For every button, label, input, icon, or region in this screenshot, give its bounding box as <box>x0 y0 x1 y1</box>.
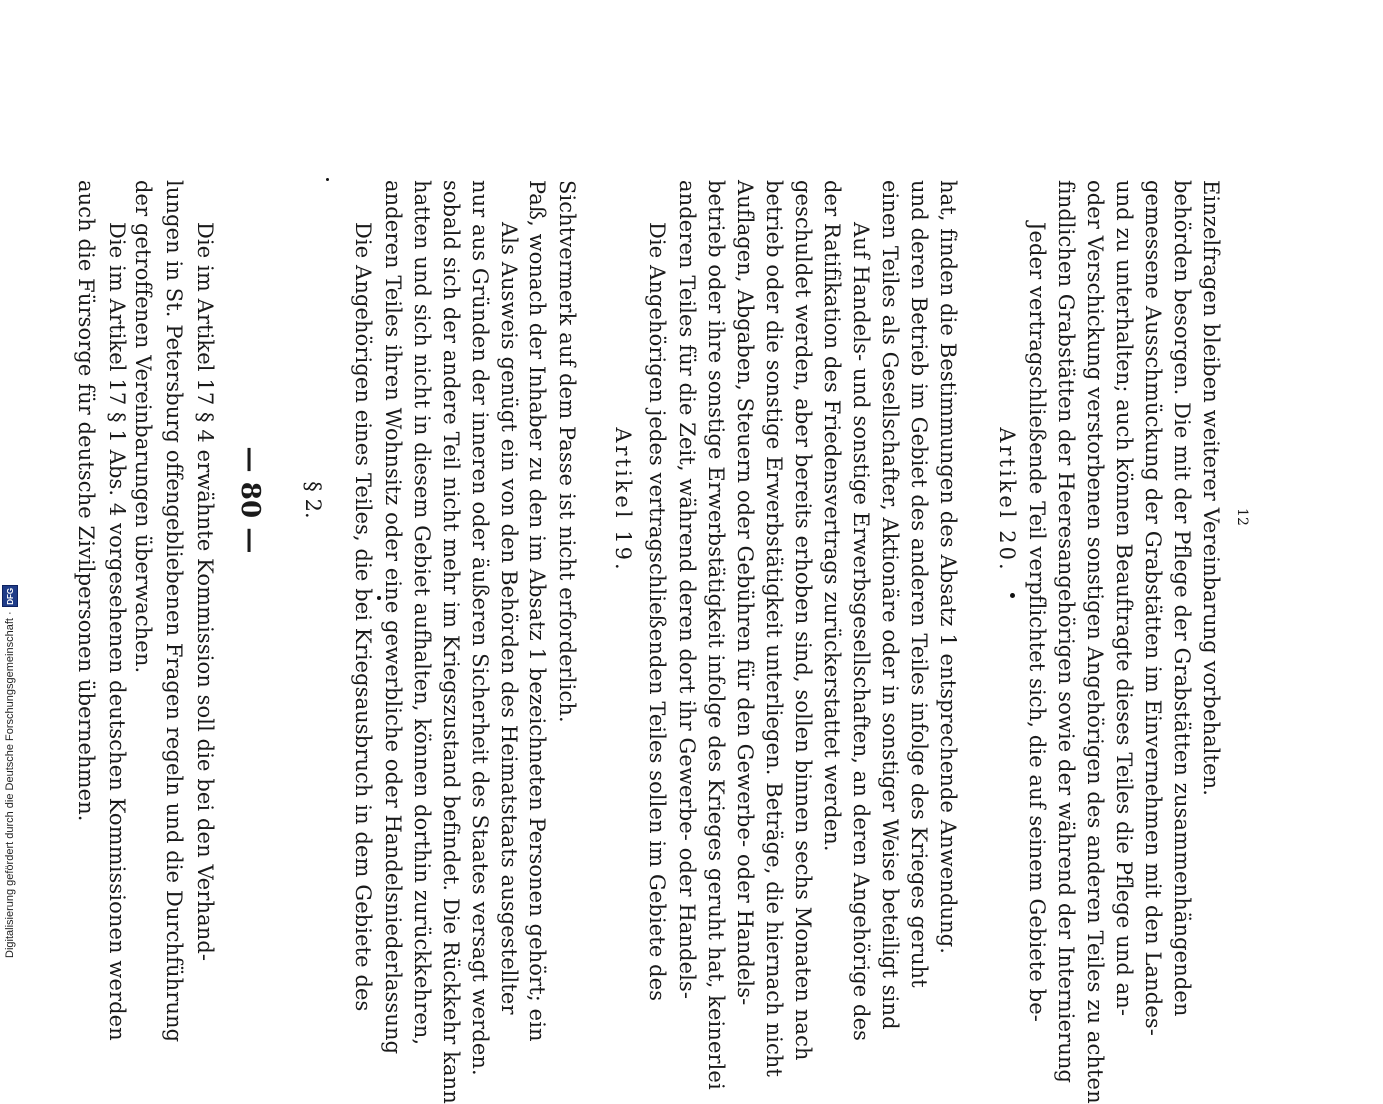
text-line: oder Verschickung verstorbenen sonstigen Angehörigen des anderen Teiles zu achten <box>1083 180 1107 1104</box>
ink-speck <box>326 178 329 181</box>
text-line: anderen Teiles ihren Wohnsitz oder eine gewerbliche oder Handelsniederlassung <box>381 180 405 1055</box>
text-line: Auflagen, Abgaben, Steuern oder Gebühren für den Gewerbe- oder Handels- <box>733 180 757 1006</box>
text-line: sobald sich der andere Teil nicht mehr im Kriegszustand befindet. Die Rückkehr kann <box>439 180 463 1104</box>
text-line: Auf Handels- und sonstige Erwerbsgesellschaften, an deren Angehörige des <box>849 222 873 1041</box>
ink-speck <box>377 596 381 600</box>
article-heading: Artikel 20. <box>995 427 1019 573</box>
ink-speck <box>1010 593 1015 598</box>
text-line: Als Ausweis genügt ein von den Behörden des Heimatstaats ausgestellter <box>497 222 521 1015</box>
text-line: nur aus Gründen der inneren oder äußeren Sicherheit des Staates versagt werden. <box>468 180 492 1076</box>
article-heading: Artikel 19. <box>611 427 635 573</box>
text-line: hat, finden die Bestimmungen des Absatz 1 entsprechende Anwendung. <box>936 180 960 955</box>
text-line: der Ratifikation des Friedensvertrags zurückerstattet werden. <box>820 180 844 852</box>
text-line: Die Angehörigen eines Teiles, die bei Kriegsausbruch in dem Gebiete des <box>351 222 375 1012</box>
digitization-credit <box>0 0 20 1000</box>
text-line: betrieb oder ihre sonstige Erwerbstätigkeit infolge des Krieges geruht hat, keinerlei <box>704 180 728 1090</box>
text-line: Jeder vertragschließende Teil verpflichtet sich, die auf seinem Gebiete be- <box>1025 222 1049 1022</box>
text-line: Die Angehörigen jedes vertragschließenden Teiles sollen im Gebiete des <box>645 222 669 1002</box>
text-line: Sichtvermerk auf dem Passe ist nicht erforderlich. <box>555 180 579 723</box>
text-line: betrieb oder die sonstige Erwerbstätigkeit unterliegen. Beträge, die hiernach nicht <box>762 180 786 1077</box>
text-line: findlichen Grabstätten der Heeresangehörigen sowie der während der Internierung <box>1054 180 1078 1084</box>
text-line: auch die Fürsorge für deutsche Zivilpersonen übernehmen. <box>74 180 98 822</box>
text-line: Einzelfragen bleiben weiterer Vereinbarung vorbehalten. <box>1199 180 1223 797</box>
text-line: Die im Artikel 17 § 1 Abs. 4 vorgesehenen deutschen Kommissionen werden <box>105 222 129 1041</box>
section-heading: § 2. <box>301 481 325 519</box>
text-line: Die im Artikel 17 § 4 erwähnte Kommission soll die bei den Verhand- <box>193 222 217 962</box>
text-line: gemessene Ausschmückung der Grabstätten im Einvernehmen mit den Landes- <box>1141 180 1165 1036</box>
text-line: anderen Teiles für die Zeit, während deren dort ihr Gewerbe- oder Handels- <box>675 180 699 1000</box>
text-line: Paß, wonach der Inhaber zu den im Absatz 1 bezeichneten Personen gehört; ein <box>525 180 549 1042</box>
text-line: behörden besorgen. Die mit der Pflege der Grabstätten zusammenhängenden <box>1170 180 1194 1017</box>
signature-mark: 12 <box>1234 508 1250 527</box>
text-line: einen Teiles als Gesellschafter, Aktionäre oder in sonstiger Weise beteiligt sind <box>878 180 902 1030</box>
digitization-credit-text: Digitalisierung gefördert durch die Deutsche Forschungsgemeinschaft · <box>4 611 16 958</box>
dfg-logo-icon: DFG <box>2 585 18 607</box>
text-line: lungen in St. Petersburg offengebliebenen Fragen regeln und die Durchführung <box>162 180 186 1043</box>
text-line: der getroffenen Vereinbarungen überwachen. <box>131 180 155 674</box>
page-number: — 80 — <box>235 446 265 554</box>
text-line: und deren Betrieb im Gebiet des anderen Teiles infolge des Krieges geruht <box>907 180 931 988</box>
text-line: hatten und sich nicht in diesem Gebiet aufhalten, können dorthin zurückkehren, <box>410 180 434 1046</box>
text-line: und zu unterhalten; auch können Beauftragte dieses Teiles die Pflege und an- <box>1112 180 1136 1017</box>
text-line: geschuldet werden, aber bereits erhoben sind, sollen binnen sechs Monaten nach <box>791 180 815 1061</box>
